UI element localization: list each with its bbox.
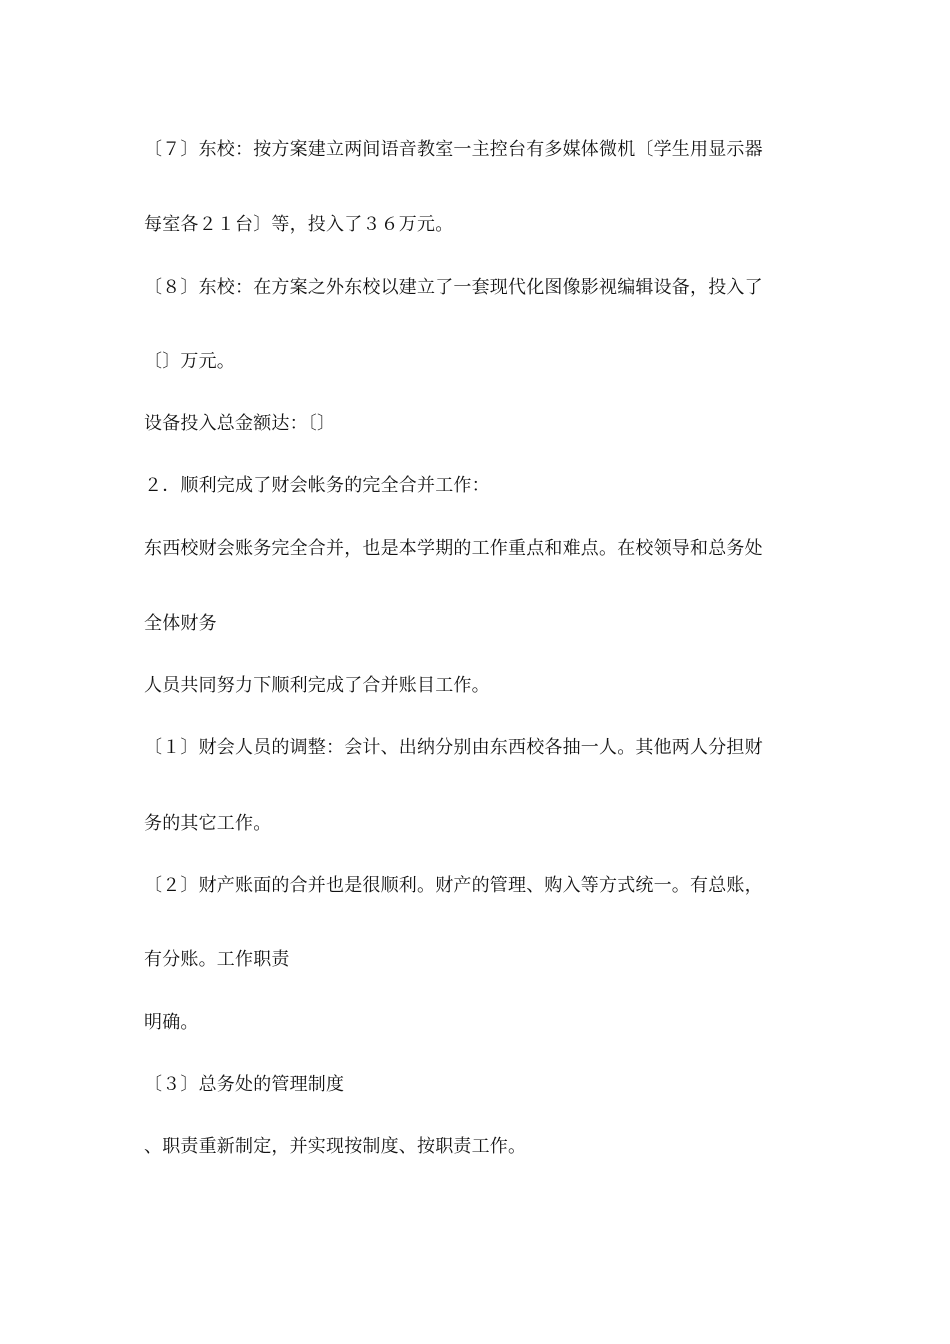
text-line: 〔〕万元。: [144, 351, 235, 372]
text-line: 〔８〕东校：在方案之外东校以建立了一套现代化图像影视编辑设备，投入了: [144, 277, 763, 298]
text-line: 有分账。工作职责: [144, 949, 290, 970]
text-line: 设备投入总金额达：〔〕: [144, 413, 336, 434]
text-line: 全体财务: [144, 613, 217, 634]
text-line: ２．顺利完成了财会帐务的完全合并工作：: [144, 475, 490, 496]
text-line: 人员共同努力下顺利完成了合并账目工作。: [144, 675, 490, 696]
text-line: 〔１〕财会人员的调整：会计、出纳分别由东西校各抽一人。其他两人分担财: [144, 737, 763, 758]
text-line: 务的其它工作。: [144, 813, 272, 834]
text-line: 每室各２１台〕等，投入了３６万元。: [144, 214, 454, 235]
text-line: 明确。: [144, 1012, 199, 1033]
text-line: 〔２〕财产账面的合并也是很顺利。财产的管理、购入等方式统一。有总账，: [144, 875, 763, 896]
text-line: 〔７〕东校：按方案建立两间语音教室一主控台有多媒体微机〔学生用显示器: [144, 139, 763, 160]
text-line: 〔３〕总务处的管理制度: [144, 1074, 345, 1095]
text-line: 东西校财会账务完全合并，也是本学期的工作重点和难点。在校领导和总务处: [144, 538, 763, 559]
text-line: 、职责重新制定，并实现按制度、按职责工作。: [144, 1136, 527, 1157]
